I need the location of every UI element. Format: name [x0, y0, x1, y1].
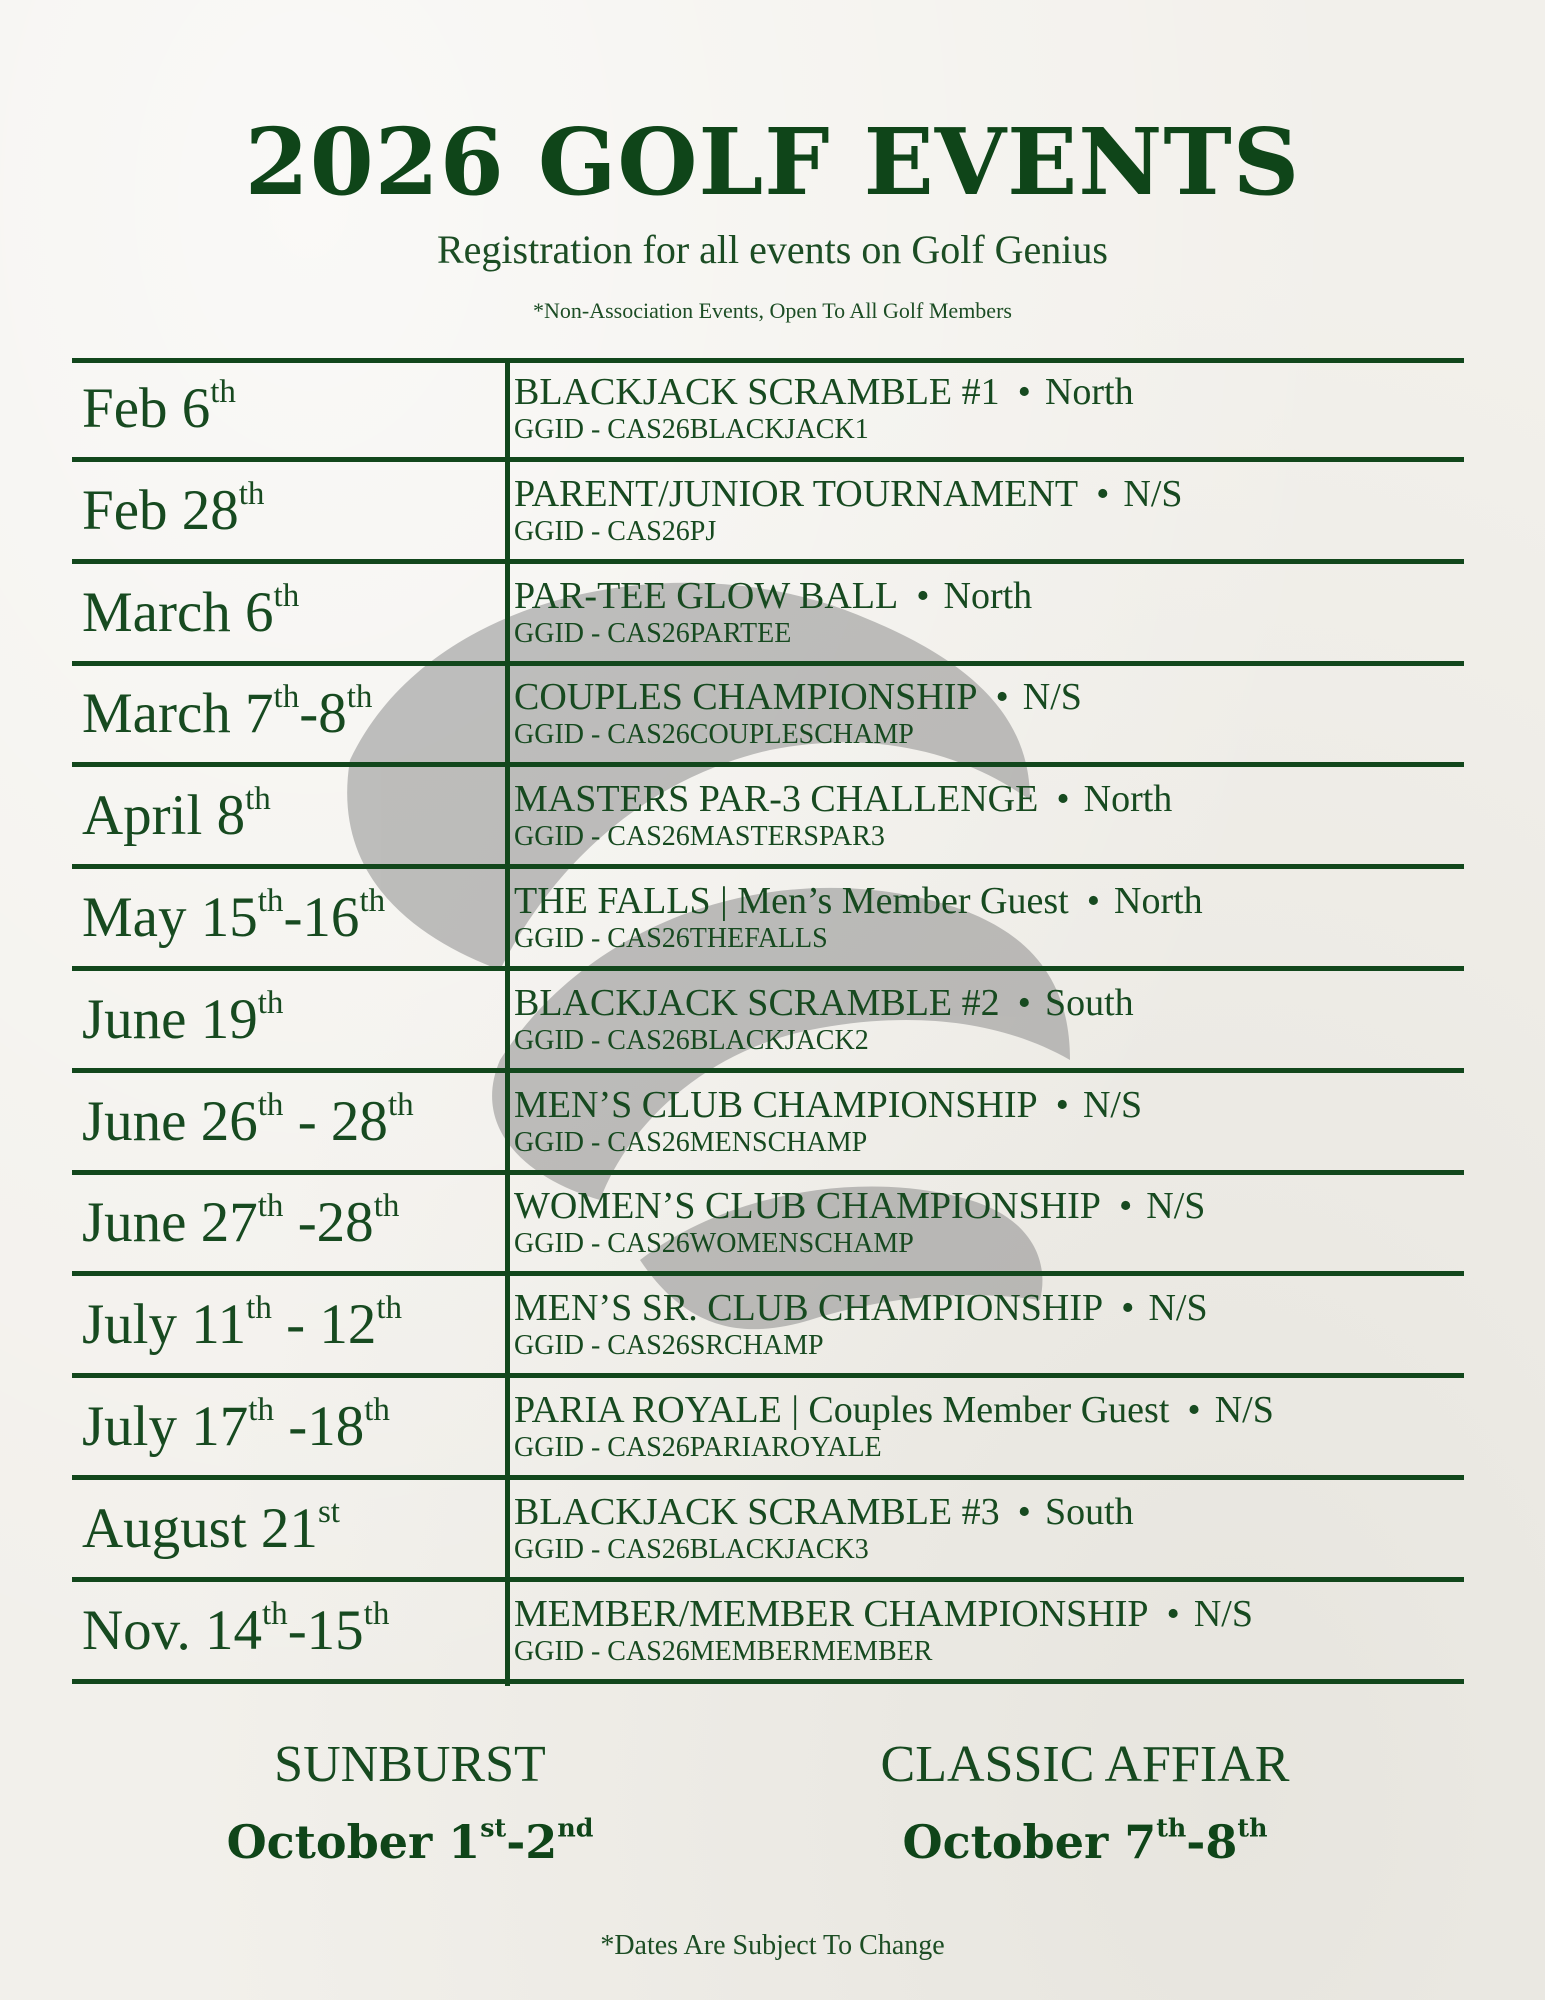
event-name: COUPLES CHAMPIONSHIP [514, 676, 978, 719]
event-ggid: GGID - CAS26BLACKJACK2 [514, 1024, 869, 1056]
venue-name-classic: CLASSIC AFFIAR [880, 1736, 1290, 1793]
bullet-icon: • [1017, 981, 1031, 1024]
table-row [72, 1380, 1464, 1480]
venue-date-sunburst: October 1st-2nd [226, 1812, 594, 1869]
event-location: N/S [1022, 676, 1082, 719]
bullet-icon: • [1121, 1287, 1135, 1330]
venue-name-sunburst: SUNBURST [274, 1736, 546, 1793]
event-date: July 17th -18th [82, 1392, 390, 1458]
bullet-icon: • [995, 676, 1009, 719]
bullet-icon: • [1056, 778, 1070, 821]
event-name: BLACKJACK SCRAMBLE #2 [514, 981, 1000, 1024]
event-location: N/S [1148, 1287, 1208, 1330]
event-location: North [943, 574, 1033, 617]
event-name: BLACKJACK SCRAMBLE #3 [514, 1490, 1000, 1533]
event-name: PARIA ROYALE | Couples Member Guest [514, 1389, 1170, 1431]
event-date: March 6th [82, 577, 300, 644]
event-title [514, 981, 1454, 1025]
bullet-icon: • [1017, 371, 1031, 413]
event-ggid: GGID - CAS26PARTEE [514, 617, 792, 649]
event-title [514, 1490, 1454, 1534]
event-ggid: GGID - CAS26THEFALLS [514, 923, 828, 954]
event-name: WOMEN’S CLUB CHAMPIONSHIP [514, 1185, 1101, 1228]
venue-date-classic: October 7th-8th [902, 1812, 1268, 1869]
table-row [72, 1278, 1464, 1378]
event-location: N/S [1214, 1389, 1274, 1431]
table-row [72, 667, 1464, 767]
event-date: Nov. 14th-15th [82, 1595, 390, 1662]
event-title [514, 1083, 1454, 1127]
event-ggid: GGID - CAS26SRCHAMP [514, 1330, 824, 1362]
event-title [514, 1184, 1454, 1228]
event-ggid: GGID - CAS26BLACKJACK1 [514, 414, 869, 445]
event-location: N/S [1123, 472, 1183, 515]
event-title [514, 472, 1454, 516]
event-title [514, 675, 1454, 719]
event-date: April 8th [82, 781, 271, 848]
event-name: PAR-TEE GLOW BALL [514, 574, 899, 617]
event-location: South [1044, 1490, 1134, 1533]
event-name: PARENT/JUNIOR TOURNAMENT [514, 472, 1079, 515]
table-row [72, 1075, 1464, 1175]
table-row [72, 1176, 1464, 1276]
event-ggid: GGID - CAS26MEMBERMEMBER [514, 1635, 933, 1667]
eligibility-note: *Non-Association Events, Open To All Golf Members [533, 298, 1012, 323]
event-location: N/S [1146, 1185, 1206, 1228]
bullet-icon: • [916, 574, 930, 617]
event-title [514, 777, 1454, 821]
event-name: MASTERS PAR-3 CHALLENGE [514, 778, 1039, 821]
table-row [72, 973, 1464, 1073]
event-location: North [1083, 778, 1173, 821]
event-name: MEMBER/MEMBER CHAMPIONSHIP [514, 1592, 1149, 1635]
event-name: THE FALLS | Men’s Member Guest [514, 880, 1069, 922]
bullet-icon: • [1055, 1083, 1069, 1126]
bullet-icon: • [1017, 1490, 1031, 1533]
page-subtitle: Registration for all events on Golf Genius [437, 227, 1108, 272]
event-date: June 27th -28th [82, 1188, 400, 1255]
event-ggid: GGID - CAS26MASTERSPAR3 [514, 821, 885, 853]
event-ggid: GGID - CAS26PJ [514, 515, 717, 547]
event-title [514, 1592, 1454, 1636]
table-row [72, 464, 1464, 564]
event-name: BLACKJACK SCRAMBLE #1 [514, 371, 1000, 413]
event-location: N/S [1082, 1083, 1143, 1126]
event-name: MEN’S CLUB CHAMPIONSHIP [514, 1083, 1038, 1126]
page-title: 2026 GOLF EVENTS [244, 108, 1301, 216]
event-title [514, 1388, 1454, 1432]
event-date: Feb 6th [82, 374, 236, 440]
event-date: June 26th - 28th [82, 1086, 414, 1153]
bullet-icon: • [1118, 1185, 1133, 1228]
table-row [72, 1584, 1464, 1684]
bullet-icon: • [1166, 1592, 1180, 1635]
event-ggid: GGID - CAS26PARIAROYALE [514, 1432, 882, 1463]
event-ggid: GGID - CAS26MENSCHAMP [514, 1126, 868, 1158]
event-name: MEN’S SR. CLUB CHAMPIONSHIP [514, 1287, 1104, 1330]
bullet-icon: • [1096, 472, 1110, 515]
event-ggid: GGID - CAS26BLACKJACK3 [514, 1533, 869, 1565]
event-ggid: GGID - CAS26COUPLESCHAMP [514, 719, 914, 751]
event-title [514, 1286, 1454, 1330]
event-location: North [1114, 880, 1203, 922]
event-location: North [1044, 371, 1134, 413]
table-column-divider [505, 358, 510, 1686]
table-row [72, 1482, 1464, 1582]
event-title [514, 370, 1454, 414]
event-location: N/S [1193, 1592, 1253, 1635]
table-row [72, 362, 1464, 462]
event-location: South [1044, 981, 1134, 1024]
bullet-icon: • [1086, 880, 1100, 922]
event-date: Feb 28th [82, 476, 265, 542]
bullet-icon: • [1187, 1389, 1201, 1431]
event-date: June 19th [82, 985, 284, 1051]
event-title [514, 879, 1454, 923]
table-row [72, 566, 1464, 666]
event-title [514, 574, 1454, 618]
event-date: July 11th - 12th [82, 1290, 403, 1357]
event-date: May 15th-16th [82, 883, 386, 949]
footer-note: *Dates Are Subject To Change [600, 1930, 945, 1961]
event-date: August 21st [82, 1494, 340, 1560]
table-row [72, 871, 1464, 971]
table-row [72, 769, 1464, 869]
event-date: March 7th-8th [82, 679, 373, 746]
event-ggid: GGID - CAS26WOMENSCHAMP [514, 1228, 914, 1260]
